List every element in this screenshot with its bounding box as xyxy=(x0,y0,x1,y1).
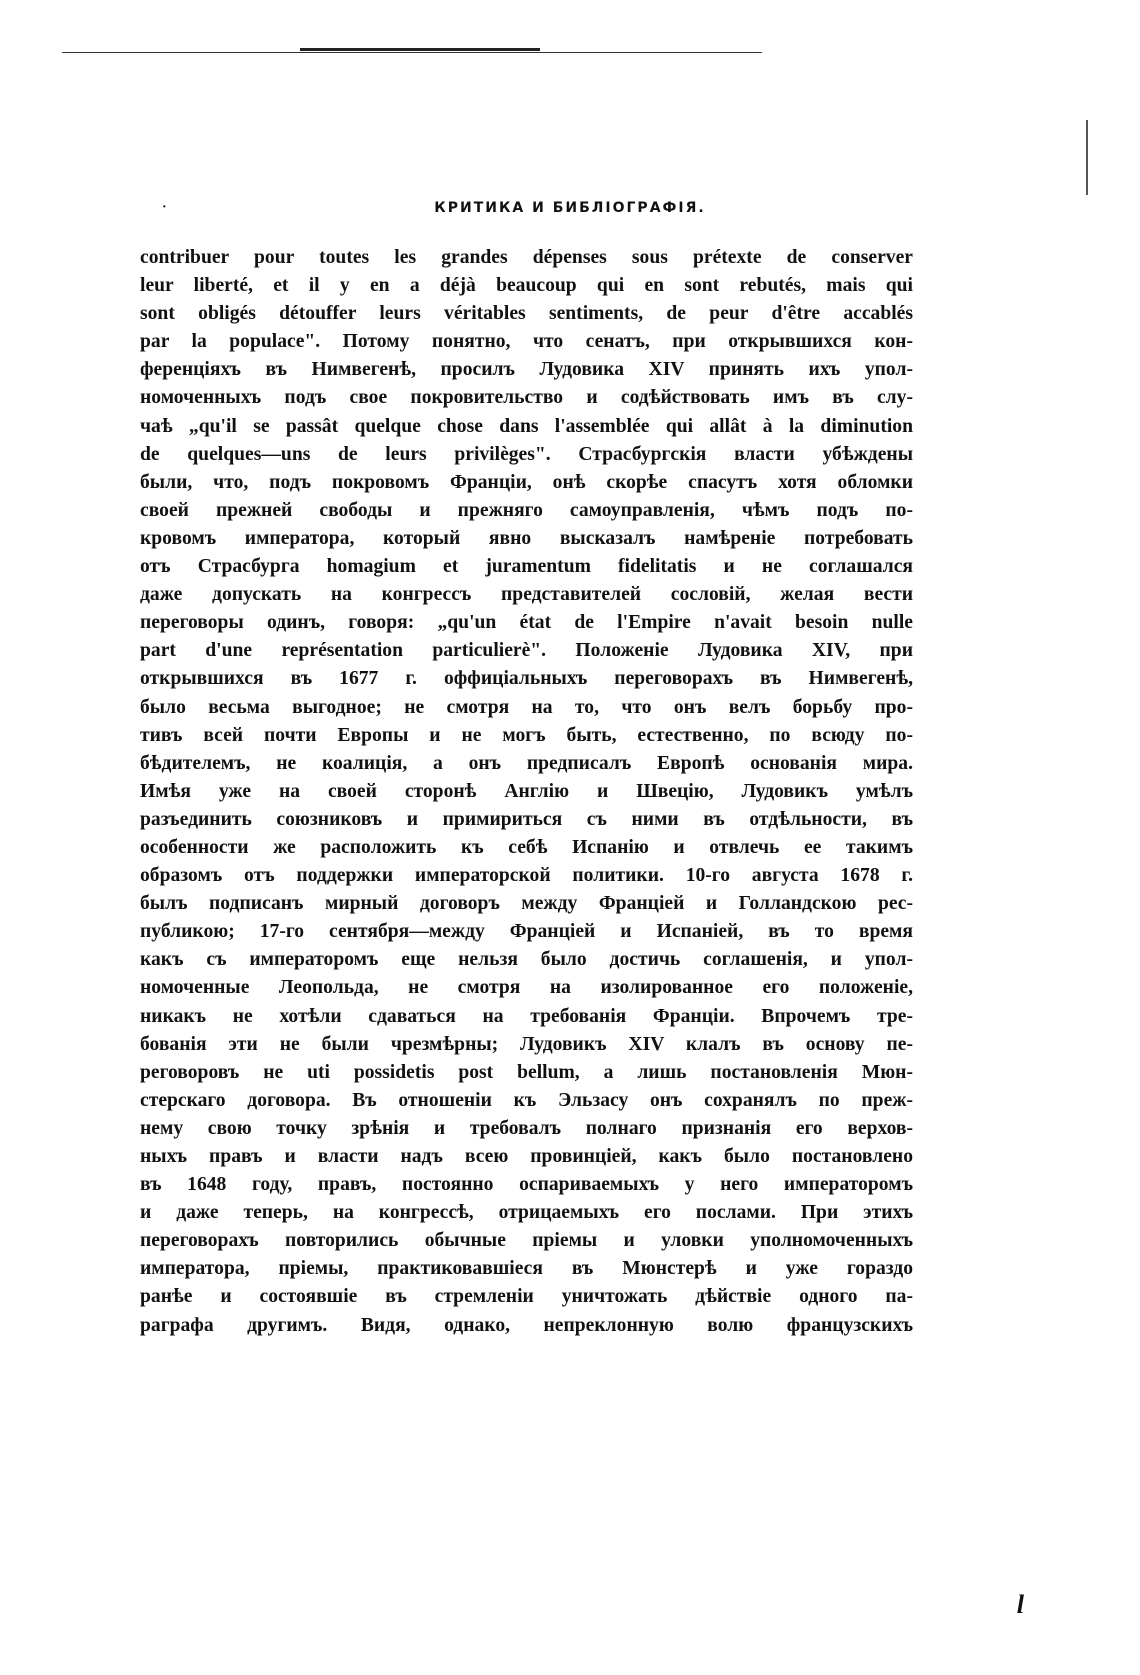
top-rule-accent xyxy=(300,48,540,51)
text-line: ныхъ правъ и власти надъ всею провинціей, какъ было постановлено xyxy=(140,1146,913,1167)
text-line: какъ съ императоромъ еще нельзя было достичь соглашенія, и упол- xyxy=(140,949,913,971)
text-line: отъ Страсбурга homagium et juramentum fidelitatis и не соглашался xyxy=(140,556,913,578)
text-line: нему свою точку зрѣнія и требовалъ полнаго признанія его верхов- xyxy=(140,1117,913,1139)
text-line: contribuer pour toutes les grandes dépenses sous prétexte de conserver xyxy=(140,247,913,268)
text-line: de quelques—uns de leurs privilèges". Страсбургскія власти убѣждены xyxy=(140,443,913,465)
text-line: раграфа другимъ. Видя, однако, непреклонную волю французскихъ xyxy=(140,1314,913,1336)
text-line: императора, пріемы, практиковавшіеся въ Мюнстерѣ и уже гораздо xyxy=(140,1258,913,1280)
text-line: открывшихся въ 1677 г. оффиціальныхъ переговорахъ въ Нимвегенѣ, xyxy=(140,668,913,690)
text-line: чаѣ „qu'il se passât quelque chose dans l'assemblée qui allât à la diminution xyxy=(140,415,913,437)
text-line: былъ подписанъ мирный договоръ между Франціей и Голландскою рес- xyxy=(140,893,913,915)
text-line: стерскаго договора. Въ отношеніи къ Эльзасу онъ сохранялъ по преж- xyxy=(140,1089,913,1111)
text-line: реговоровъ не uti possidetis post bellum, а лишь постановленія Мюн- xyxy=(140,1061,913,1083)
text-line: было весьма выгодное; не смотря на то, что онъ велъ борьбу про- xyxy=(140,696,913,718)
page-body xyxy=(140,244,913,1340)
text-line: кровомъ императора, который явно высказалъ намѣреніе потребовать xyxy=(140,527,913,549)
text-line: тивъ всей почти Европы и не могъ быть, естественно, по всюду по- xyxy=(140,724,913,746)
text-line: разъединить союзниковъ и примириться съ ними въ отдѣльности, въ xyxy=(140,808,913,830)
text-line: бѣдителемъ, не коалиція, а онъ предписалъ Европѣ основанія мира. xyxy=(140,752,913,774)
running-head: КРИТИКА И БИБЛІОГРАФІЯ. xyxy=(434,200,706,216)
text-line: никакъ не хотѣли сдаваться на требованія Франціи. Впрочемъ тре- xyxy=(140,1005,913,1027)
text-line: своей прежней свободы и прежняго самоуправленія, чѣмъ подъ по- xyxy=(140,499,913,521)
head-dot: · xyxy=(162,200,167,215)
text-line: part d'une représentation particulierè". Положеніе Лудовика XIV, при xyxy=(140,640,913,662)
text-line: leur liberté, et il y en a déjà beaucoup qui en sont rebutés, mais qui xyxy=(140,275,913,297)
text-line: и даже теперь, на конгрессѣ, отрицаемыхъ его послами. При этихъ xyxy=(140,1202,913,1224)
text-line: были, что, подъ покровомъ Франціи, онѣ скорѣе спасутъ хотя обломки xyxy=(140,471,913,493)
text-line: номоченные Леопольда, не смотря на изолированное его положеніе, xyxy=(140,977,913,999)
text-line: переговорахъ повторились обычные пріемы и уловки уполномоченныхъ xyxy=(140,1230,913,1252)
text-line: номоченныхъ подъ свое покровительство и содѣйствовать имъ въ слу- xyxy=(140,387,913,409)
text-line: ранѣе и состоявшіе въ стремленіи уничтожать дѣйствіе одного па- xyxy=(140,1286,913,1308)
text-line: Имѣя уже на своей сторонѣ Англію и Швецію, Лудовикъ умѣлъ xyxy=(140,780,913,802)
top-rule xyxy=(62,52,762,53)
corner-mark: l xyxy=(1016,1590,1024,1619)
text-line: образомъ отъ поддержки императорской политики. 10-го августа 1678 г. xyxy=(140,865,913,887)
text-line: въ 1648 году, правъ, постоянно оспариваемыхъ у него императоромъ xyxy=(140,1174,913,1196)
text-line: даже допускать на конгрессъ представителей сословій, желая вести xyxy=(140,584,913,606)
margin-mark xyxy=(1086,120,1088,195)
text-line: ференціяхъ въ Нимвегенѣ, просилъ Лудовика XIV принять ихъ упол- xyxy=(140,359,913,381)
text-line: sont obligés détouffer leurs véritables sentiments, de peur d'être accablés xyxy=(140,303,913,325)
text-line: переговоры одинъ, говоря: „qu'un état de l'Empire n'avait besoin nulle xyxy=(140,612,913,634)
text-line: особенности же расположить къ себѣ Испанію и отвлечь ее такимъ xyxy=(140,836,913,858)
text-line: публикою; 17-го сентября—между Франціей и Испаніей, въ то время xyxy=(140,921,913,943)
text-line: бованія эти не были чрезмѣрны; Лудовикъ XIV клалъ въ основу пе- xyxy=(140,1033,913,1055)
text-line: par la populace". Потому понятно, что сенатъ, при открывшихся кон- xyxy=(140,331,913,353)
